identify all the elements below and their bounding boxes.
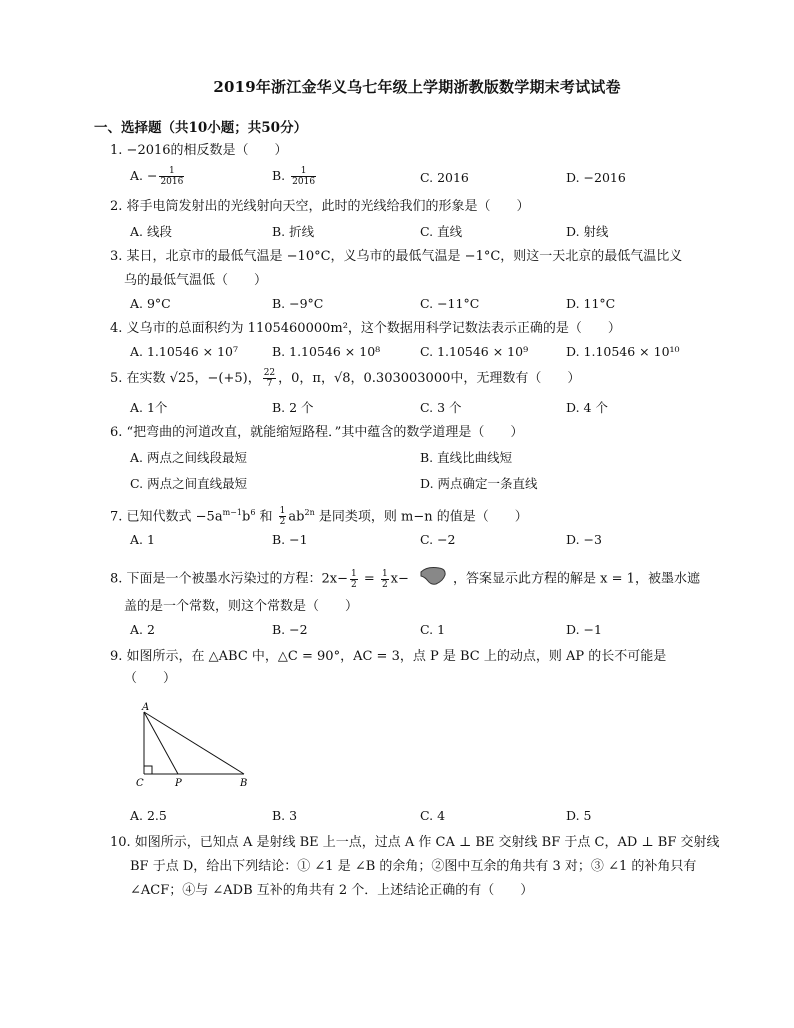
page-title: 2019年浙江金华义乌七年级上学期浙教版数学期末考试试卷	[213, 78, 621, 96]
q2-option-d: D. 射线	[566, 224, 609, 239]
q5-option-c: C. 3 个	[420, 400, 462, 415]
segment-ap	[144, 712, 178, 774]
q1-option-c: C. 2016	[420, 170, 469, 185]
side-ab	[144, 712, 244, 774]
question-3-line-1: 3. 某日，北京市的最低气温是 −10°C，义乌市的最低气温是 −1°C，则这一天北京的最低气温比义	[110, 249, 683, 264]
ink-blot-icon	[419, 566, 447, 592]
question-5: 5. 在实数 √25，−(+5)， $\frac{22}{7}$ ，0，π，√8，0.303003000中，无理数有（ ）	[110, 368, 581, 389]
question-8-line-2: 盖的是一个常数，则这个常数是（ ）	[124, 599, 359, 614]
q2-option-b: B. 折线	[272, 224, 315, 239]
question-9-line-1: 9. 如图所示，在 △ABC 中，△C = 90°，AC = 3，点 P 是 BC 上的动点，则 AP 的长不可能是	[110, 649, 667, 664]
q3-option-d: D. 11°C	[566, 296, 616, 311]
q7-option-c: C. −2	[420, 532, 456, 547]
q9-option-b: B. 3	[272, 808, 298, 823]
q2-option-a: A. 线段	[130, 224, 172, 239]
q5-option-b: B. 2 个	[272, 400, 314, 415]
q1-option-a: A. − $\frac{1}{2016}$	[130, 166, 184, 187]
question-6: 6. “把弯曲的河道改直，就能缩短路程．”其中蕴含的数学道理是（ ）	[110, 425, 524, 440]
q4-option-d: D. 1.10546 × 10¹⁰	[566, 344, 680, 359]
q6-option-c: C. 两点之间直线最短	[130, 476, 248, 491]
q6-option-b: B. 直线比曲线短	[420, 450, 513, 465]
q9-option-c: C. 4	[420, 808, 446, 823]
right-angle-mark	[144, 766, 152, 774]
question-1: 1. −2016的相反数是（ ）	[110, 143, 288, 158]
q3-option-b: B. −9°C	[272, 296, 324, 311]
question-3-line-2: 乌的最低气温低（ ）	[124, 273, 268, 288]
q5-option-a: A. 1个	[130, 400, 168, 415]
q8-option-b: B. −2	[272, 622, 308, 637]
q1-option-b: B. $\frac{1}{2016}$	[272, 166, 316, 187]
question-10-line-2: BF 于点 D，给出下列结论：① ∠1 是 ∠B 的余角；②图中互余的角共有 3 对；③ ∠1 的补角只有	[130, 859, 697, 874]
label-p: P	[175, 778, 182, 789]
q4-option-b: B. 1.10546 × 10⁸	[272, 344, 381, 359]
triangle-figure	[130, 700, 260, 792]
q8-option-d: D. −1	[566, 622, 602, 637]
q7-option-b: B. −1	[272, 532, 308, 547]
q5-option-d: D. 4 个	[566, 400, 608, 415]
q1-option-d: D. −2016	[566, 170, 626, 185]
section-heading: 一、选择题（共10小题；共50分）	[94, 120, 308, 136]
label-c: C	[136, 778, 144, 789]
label-a: A	[142, 702, 150, 713]
q3-option-c: C. −11°C	[420, 296, 480, 311]
q3-option-a: A. 9°C	[130, 296, 171, 311]
q8-option-c: C. 1	[420, 622, 446, 637]
question-2: 2. 将手电筒发射出的光线射向天空，此时的光线给我们的形象是（ ）	[110, 199, 530, 214]
question-10-line-3: ∠ACF；④与 ∠ADB 互补的角共有 2 个．上述结论正确的有（ ）	[130, 883, 534, 898]
question-7: 7. 已知代数式 $-5a^{m-1}b^6$ 和 $\frac{1}{2}$ $ab^{2n}$ 是同类项，则 m−n 的值是（ ）	[110, 506, 528, 528]
question-9-line-2: （ ）	[124, 671, 177, 686]
q9-option-a: A. 2.5	[130, 808, 167, 823]
question-4: 4. 义乌市的总面积约为 1105460000m²，这个数据用科学记数法表示正确的是（ ）	[110, 321, 621, 336]
q9-option-d: D. 5	[566, 808, 592, 823]
q6-option-a: A. 两点之间线段最短	[130, 450, 247, 465]
question-8-line-1: 8. 下面是一个被墨水污染过的方程：2x− $\frac{1}{2}$ = $\frac{1}{2}$ x− ，答案显示此方程的解是 x = 1，被墨水遮	[110, 566, 700, 592]
q8-option-a: A. 2	[130, 622, 155, 637]
q4-option-a: A. 1.10546 × 10⁷	[130, 344, 239, 359]
question-10-line-1: 10. 如图所示，已知点 A 是射线 BE 上一点，过点 A 作 CA ⊥ BE 交射线 BF 于点 C，AD ⊥ BF 交射线	[110, 835, 720, 850]
q4-option-c: C. 1.10546 × 10⁹	[420, 344, 529, 359]
label-b: B	[240, 778, 248, 789]
q7-option-a: A. 1	[130, 532, 155, 547]
q6-option-d: D. 两点确定一条直线	[420, 476, 538, 491]
q2-option-c: C. 直线	[420, 224, 463, 239]
q7-option-d: D. −3	[566, 532, 602, 547]
